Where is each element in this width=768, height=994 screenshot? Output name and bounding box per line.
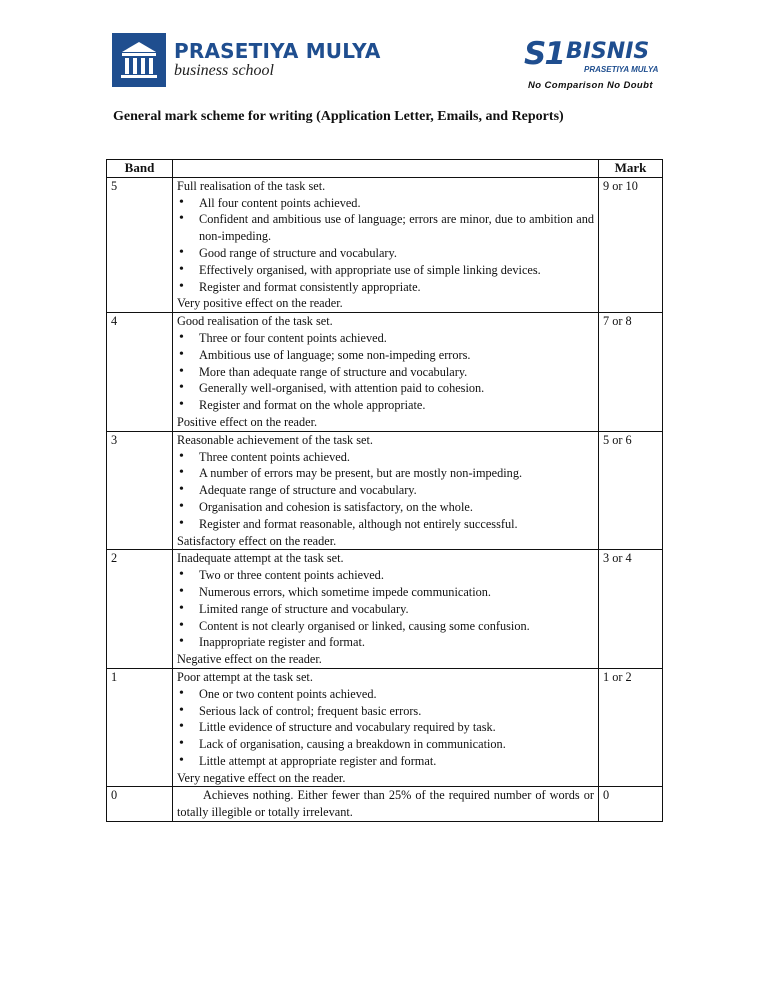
- band-effect: Positive effect on the reader.: [177, 414, 318, 429]
- criterion: • Lack of organisation, causing a breakdown in communication.: [177, 736, 594, 753]
- criterion: • All four content points achieved.: [177, 195, 594, 212]
- criteria-list: [177, 567, 594, 651]
- criterion: • Effectively organised, with appropriate use of simple linking devices.: [177, 262, 594, 279]
- criterion: • Register and format consistently appropriate.: [177, 279, 594, 296]
- logo-name: PRASETIYA MULYA: [174, 39, 381, 63]
- mark-header: Mark: [599, 160, 663, 178]
- criterion: • Confident and ambitious use of language; errors are minor, due to ambition and non-impeding.: [177, 211, 594, 245]
- table-row: [107, 550, 663, 669]
- criterion: • Limited range of structure and vocabulary.: [177, 601, 594, 618]
- band-effect: Satisfactory effect on the reader.: [177, 533, 337, 548]
- band-effect: Very positive effect on the reader.: [177, 296, 343, 311]
- description-header: [173, 160, 599, 178]
- band-value: 4: [107, 313, 173, 432]
- criterion: • Three or four content points achieved.: [177, 330, 594, 347]
- band-description: [173, 668, 599, 787]
- prasetiya-mulya-logo: [112, 33, 381, 87]
- criteria-list: [177, 330, 594, 414]
- band-value: 2: [107, 550, 173, 669]
- mark-scheme-table: [106, 159, 663, 822]
- criteria-list: [177, 195, 594, 296]
- criterion: • Register and format reasonable, although not entirely successful.: [177, 516, 594, 533]
- criterion: • Adequate range of structure and vocabulary.: [177, 482, 594, 499]
- criterion: • Little attempt at appropriate register and format.: [177, 753, 594, 770]
- band-description: [173, 177, 599, 312]
- s1-bisnis-logo: [524, 36, 658, 94]
- band-description: [173, 313, 599, 432]
- document-title: General mark scheme for writing (Application Letter, Emails, and Reports): [113, 109, 564, 124]
- criterion: • One or two content points achieved.: [177, 686, 594, 703]
- criteria-list: [177, 449, 594, 533]
- band-description: [173, 787, 599, 822]
- table-row: [107, 313, 663, 432]
- band-summary: Good realisation of the task set.: [177, 314, 333, 329]
- criterion: • Content is not clearly organised or linked, causing some confusion.: [177, 618, 594, 635]
- criterion: • More than adequate range of structure and vocabulary.: [177, 364, 594, 381]
- s1-name: BISNIS: [566, 39, 650, 64]
- mark-value: 3 or 4: [599, 550, 663, 669]
- s1-mark: S1: [524, 36, 564, 72]
- criterion: • Little evidence of structure and vocabulary required by task.: [177, 719, 594, 736]
- criterion: • Inappropriate register and format.: [177, 634, 594, 651]
- mark-value: 7 or 8: [599, 313, 663, 432]
- s1-subtitle: PRASETIYA MULYA: [584, 65, 659, 74]
- band-summary: Inadequate attempt at the task set.: [177, 551, 344, 566]
- criterion: • A number of errors may be present, but are mostly non-impeding.: [177, 465, 594, 482]
- band-summary: Reasonable achievement of the task set.: [177, 432, 373, 447]
- band-effect: Negative effect on the reader.: [177, 652, 322, 667]
- table-row: [107, 668, 663, 787]
- criterion: • Serious lack of control; frequent basic errors.: [177, 703, 594, 720]
- criteria-list: [177, 686, 594, 770]
- mark-value: 5 or 6: [599, 431, 663, 550]
- s1-tagline: No Comparison No Doubt: [528, 80, 653, 91]
- band-summary: Full realisation of the task set.: [177, 178, 326, 193]
- band-value: 3: [107, 431, 173, 550]
- mark-value: 0: [599, 787, 663, 822]
- band-description: [173, 550, 599, 669]
- criterion: • Organisation and cohesion is satisfactory, on the whole.: [177, 499, 594, 516]
- criterion: • Numerous errors, which sometime impede communication.: [177, 584, 594, 601]
- band-summary: Poor attempt at the task set.: [177, 669, 313, 684]
- criterion: • Good range of structure and vocabulary.: [177, 245, 594, 262]
- logo-subtitle: business school: [174, 62, 274, 79]
- band-description: [173, 431, 599, 550]
- band-effect: Very negative effect on the reader.: [177, 770, 346, 785]
- building-icon: [112, 33, 166, 87]
- band-value: 1: [107, 668, 173, 787]
- mark-value: 9 or 10: [599, 177, 663, 312]
- criterion: • Register and format on the whole appropriate.: [177, 397, 594, 414]
- criterion: • Two or three content points achieved.: [177, 567, 594, 584]
- criterion: • Ambitious use of language; some non-impeding errors.: [177, 347, 594, 364]
- criterion: • Generally well-organised, with attention paid to cohesion.: [177, 380, 594, 397]
- band-value: 5: [107, 177, 173, 312]
- mark-value: 1 or 2: [599, 668, 663, 787]
- table-row: [107, 177, 663, 312]
- table-row: [107, 431, 663, 550]
- table-row: [107, 787, 663, 822]
- band-zero-text: Achieves nothing. Either fewer than 25% of the required number of words or totally illegible or totally irrelevant.: [177, 788, 594, 820]
- table-header-row: [107, 160, 663, 178]
- band-header: Band: [107, 160, 173, 178]
- band-value: 0: [107, 787, 173, 822]
- criterion: • Three content points achieved.: [177, 449, 594, 466]
